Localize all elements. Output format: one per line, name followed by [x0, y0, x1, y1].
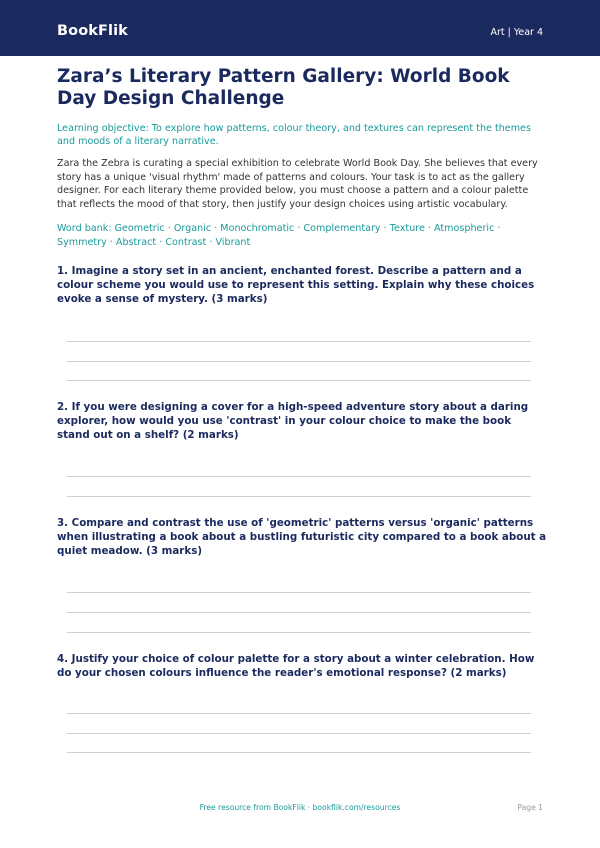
word-bank: Word bank: Geometric · Organic · Monochromatic · Complementary · Texture · Atmospheric · Symmetry · Abstract · Contrast · Vibrant	[57, 223, 501, 248]
answer-line[interactable]	[67, 476, 531, 477]
answer-line[interactable]	[67, 713, 531, 714]
question-2: 2. If you were designing a cover for a high-speed adventure story about a daring explorer, how would you use 'contrast' in your colour choice to make the book stand out on a shelf? (2 marks)	[57, 401, 529, 441]
subject-year-label: Art | Year 4	[490, 27, 543, 38]
learning-objective: Learning objective: To explore how patterns, colour theory, and textures can represent the themes and moods of a literary narrative.	[57, 123, 531, 147]
page-number: Page 1	[517, 803, 543, 812]
answer-line[interactable]	[67, 341, 531, 342]
question-4: 4. Justify your choice of colour palette for a story about a winter celebration. How do your chosen colours influence the reader's emotional response? (2 marks)	[57, 653, 535, 679]
brand-logo[interactable]: BookFlik	[57, 23, 128, 39]
answer-line[interactable]	[67, 496, 531, 497]
question-1: 1. Imagine a story set in an ancient, enchanted forest. Describe a pattern and a colour scheme you would use to represent this setting. Explain why these choices evoke a sense of mystery. (3 marks)	[57, 265, 535, 305]
answer-line[interactable]	[67, 733, 531, 734]
answer-line[interactable]	[67, 632, 531, 633]
answer-line[interactable]	[67, 592, 531, 593]
page-header	[0, 0, 600, 56]
worksheet-title: Zara’s Literary Pattern Gallery: World Book Day Design Challenge	[57, 66, 510, 109]
answer-line[interactable]	[67, 612, 531, 613]
answer-line[interactable]	[67, 361, 531, 362]
answer-line[interactable]	[67, 380, 531, 381]
answer-line[interactable]	[67, 752, 531, 753]
footer-credit[interactable]: Free resource from BookFlik · bookflik.com/resources	[199, 803, 401, 812]
question-3: 3. Compare and contrast the use of 'geometric' patterns versus 'organic' patterns when illustrating a book about a bustling futuristic city compared to a book about a quiet meadow. (3 marks)	[57, 517, 547, 557]
intro-paragraph: Zara the Zebra is curating a special exhibition to celebrate World Book Day. She believes that every story has a unique 'visual rhythm' made of patterns and colours. Your task is to act as the gallery designer. For each literary theme provided below, you must choose a pattern and a colour palette that reflects the mood of that story, then justify your design choices using artistic vocabulary.	[57, 158, 538, 210]
